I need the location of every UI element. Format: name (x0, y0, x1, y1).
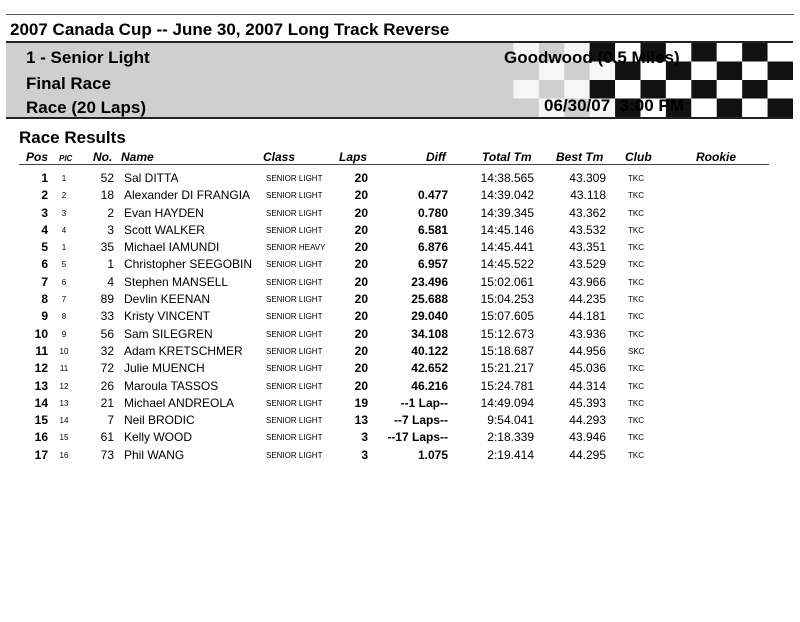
cell-diff: 25.688 (411, 292, 448, 307)
cell-best-time: 43.946 (569, 430, 606, 445)
cell-diff: 29.040 (411, 309, 448, 324)
cell-laps: 13 (354, 413, 368, 428)
race-time: 3:00 PM (619, 96, 684, 115)
table-row (0, 429, 800, 446)
cell-pic: 13 (59, 398, 69, 408)
header-rule (19, 164, 769, 165)
cell-class: SENIOR LIGHT (266, 295, 323, 305)
cell-club: TKC (628, 364, 644, 374)
cell-diff: 6.957 (417, 257, 448, 272)
cell-best-time: 44.956 (569, 343, 606, 358)
cell-class: SENIOR LIGHT (266, 329, 323, 339)
cell-pos: 7 (41, 274, 48, 289)
cell-laps: 20 (354, 240, 368, 255)
col-class: Class (263, 150, 296, 164)
cell-class: SENIOR LIGHT (266, 208, 323, 218)
cell-number: 89 (100, 292, 114, 307)
cell-total-time: 15:02.061 (480, 274, 534, 289)
table-row (0, 447, 800, 464)
cell-name: Evan HAYDEN (124, 205, 204, 220)
col-rookie: Rookie (696, 150, 737, 164)
table-row (0, 239, 800, 256)
cell-laps: 20 (354, 326, 368, 341)
event-title: 2007 Canada Cup -- June 30, 2007 Long Track Reverse (10, 20, 450, 39)
col-name: Name (121, 150, 154, 164)
cell-diff: 42.652 (411, 361, 448, 376)
race-datetime (544, 96, 684, 116)
cell-name: Neil BRODIC (124, 413, 195, 428)
cell-number: 56 (100, 326, 114, 341)
race-date: 06/30/07 (544, 96, 611, 115)
cell-number: 7 (107, 413, 114, 428)
cell-class: SENIOR LIGHT (266, 381, 323, 391)
cell-diff: --17 Laps-- (387, 430, 448, 445)
cell-best-time: 43.936 (569, 326, 606, 341)
cell-club: TKC (628, 191, 644, 201)
cell-laps: 20 (354, 378, 368, 393)
cell-pic: 7 (61, 295, 67, 305)
cell-pic: 12 (59, 381, 69, 391)
cell-pos: 14 (34, 395, 48, 410)
cell-laps: 20 (354, 309, 368, 324)
cell-pic: 10 (59, 346, 69, 356)
cell-diff: 46.216 (411, 378, 448, 393)
cell-best-time: 45.036 (569, 361, 606, 376)
cell-club: TKC (628, 260, 644, 270)
col-pic: PIC (59, 154, 73, 163)
cell-best-time: 43.118 (570, 188, 606, 203)
cell-class: SENIOR LIGHT (266, 191, 323, 201)
cell-pic: 15 (59, 433, 69, 443)
cell-laps: 20 (354, 188, 368, 203)
table-row (0, 274, 800, 291)
cell-name: Christopher SEEGOBIN (124, 257, 253, 272)
cell-pic: 3 (61, 208, 67, 218)
cell-laps: 20 (354, 205, 368, 220)
table-row (0, 412, 800, 429)
cell-name: Sam SILEGREN (124, 326, 213, 341)
cell-pos: 15 (34, 413, 48, 428)
cell-laps: 20 (354, 222, 368, 237)
cell-club: TKC (628, 225, 644, 235)
cell-pic: 1 (61, 174, 67, 183)
cell-name: Stephen MANSELL (124, 274, 229, 289)
cell-pos: 9 (41, 309, 48, 324)
cell-diff: --7 Laps-- (394, 413, 448, 428)
cell-pic: 1 (61, 243, 67, 253)
table-row (0, 308, 800, 325)
cell-pos: 12 (34, 361, 48, 376)
cell-class: SENIOR LIGHT (266, 346, 323, 356)
cell-best-time: 44.293 (569, 413, 606, 428)
cell-class: SENIOR LIGHT (266, 312, 323, 322)
cell-pos: 6 (41, 257, 48, 272)
cell-best-time: 43.351 (569, 240, 606, 255)
cell-total-time: 14:38.565 (480, 171, 534, 185)
cell-club: TKC (628, 243, 644, 253)
cell-name: Michael ANDREOLA (124, 395, 235, 410)
cell-best-time: 45.393 (569, 395, 606, 410)
cell-class: SENIOR LIGHT (266, 225, 323, 235)
cell-pic: 4 (61, 225, 67, 235)
table-row (0, 343, 800, 360)
cell-pos: 11 (35, 343, 48, 358)
cell-club: TKC (628, 450, 644, 460)
cell-pos: 8 (41, 292, 48, 307)
cell-number: 3 (107, 222, 114, 237)
cell-name: Phil WANG (124, 447, 185, 462)
cell-number: 4 (107, 274, 114, 289)
cell-number: 18 (100, 188, 114, 203)
cell-name: Alexander DI FRANGIA (124, 188, 251, 203)
cell-name: Scott WALKER (124, 222, 205, 237)
cell-pos: 1 (41, 171, 48, 185)
cell-number: 1 (107, 257, 114, 272)
cell-name: Adam KRETSCHMER (124, 343, 243, 358)
cell-diff: 23.496 (411, 274, 448, 289)
cell-name: Julie MUENCH (124, 361, 205, 376)
cell-club: TKC (628, 398, 644, 408)
col-pos: Pos (26, 150, 49, 164)
cell-laps: 3 (361, 447, 368, 462)
cell-name: Maroula TASSOS (124, 378, 219, 393)
cell-total-time: 15:21.217 (480, 361, 534, 376)
table-row (0, 326, 800, 343)
cell-pic: 8 (61, 312, 67, 322)
cell-club: TKC (628, 381, 644, 391)
cell-name: Sal DITTA (124, 171, 179, 185)
race-label: Race (20 Laps) (26, 98, 146, 117)
cell-diff: 34.108 (411, 326, 448, 341)
cell-club: TKC (628, 416, 644, 426)
cell-best-time: 44.235 (569, 292, 606, 307)
cell-total-time: 9:54.041 (487, 413, 534, 428)
cell-laps: 20 (354, 343, 368, 358)
cell-club: TKC (628, 295, 644, 305)
cell-best-time: 44.181 (569, 309, 606, 324)
cell-class: SENIOR LIGHT (266, 174, 323, 183)
table-row (0, 395, 800, 412)
col-laps: Laps (339, 150, 368, 164)
cell-club: TKC (628, 208, 644, 218)
cell-class: SENIOR LIGHT (266, 364, 323, 374)
cell-class: SENIOR HEAVY (266, 243, 326, 253)
cell-best-time: 43.966 (569, 274, 606, 289)
cell-number: 32 (100, 343, 114, 358)
cell-number: 26 (100, 378, 114, 393)
cell-diff: 0.780 (417, 205, 448, 220)
cell-pic: 16 (59, 450, 69, 460)
table-row (0, 378, 800, 395)
col-club: Club (625, 150, 652, 164)
cell-pos: 2 (41, 188, 48, 203)
cell-best-time: 43.309 (569, 171, 606, 185)
table-row (0, 187, 800, 204)
cell-pos: 3 (41, 205, 48, 220)
cell-number: 33 (100, 309, 114, 324)
cell-diff: 0.477 (417, 188, 448, 203)
cell-best-time: 43.362 (569, 205, 606, 220)
class-label: 1 - Senior Light (26, 48, 150, 67)
cell-class: SENIOR LIGHT (266, 277, 323, 287)
table-row (0, 222, 800, 239)
cell-class: SENIOR LIGHT (266, 260, 323, 270)
cell-name: Devlin KEENAN (124, 292, 211, 307)
cell-number: 2 (107, 205, 114, 220)
cell-pos: 16 (34, 430, 48, 445)
cell-laps: 19 (354, 395, 368, 410)
cell-pic: 11 (59, 364, 69, 374)
table-row (0, 360, 800, 377)
cell-total-time: 14:49.094 (480, 395, 534, 410)
col-total-time: Total Tm (482, 150, 532, 164)
race-banner (6, 41, 793, 119)
cell-total-time: 15:24.781 (480, 378, 534, 393)
cell-total-time: 14:39.042 (480, 188, 534, 203)
cell-diff: 1.075 (417, 447, 448, 462)
cell-laps: 20 (354, 171, 368, 185)
cell-laps: 20 (354, 274, 368, 289)
col-no: No. (93, 150, 113, 164)
cell-pos: 5 (41, 240, 48, 255)
cell-pic: 6 (61, 277, 67, 287)
cell-pos: 13 (34, 378, 48, 393)
cell-laps: 20 (354, 292, 368, 307)
cell-class: SENIOR LIGHT (266, 398, 323, 408)
cell-total-time: 15:07.605 (480, 309, 534, 324)
cell-name: Kristy VINCENT (124, 309, 211, 324)
cell-diff: 6.876 (417, 240, 448, 255)
cell-number: 52 (100, 171, 114, 185)
cell-number: 72 (100, 361, 114, 376)
venue-label: Goodwood (0.5 Miles) (504, 48, 680, 67)
cell-laps: 20 (354, 361, 368, 376)
cell-diff: 6.581 (417, 222, 448, 237)
cell-laps: 3 (361, 430, 368, 445)
table-row (0, 205, 800, 222)
col-best-time: Best Tm (556, 150, 604, 164)
table-row (0, 291, 800, 308)
cell-total-time: 15:04.253 (480, 292, 534, 307)
cell-pos: 17 (34, 447, 48, 462)
section-title: Race Results (19, 128, 126, 147)
cell-total-time: 14:45.146 (480, 222, 534, 237)
cell-diff: 40.122 (411, 343, 448, 358)
cell-club: TKC (628, 174, 644, 183)
cell-pic: 9 (61, 329, 67, 339)
cell-pic: 5 (61, 260, 67, 270)
session-label: Final Race (26, 74, 112, 93)
results-table (0, 170, 800, 464)
cell-laps: 20 (354, 257, 368, 272)
cell-total-time: 15:12.673 (480, 326, 534, 341)
cell-pos: 10 (34, 326, 48, 341)
table-row (0, 256, 800, 273)
top-rule (6, 14, 794, 15)
cell-total-time: 15:18.687 (480, 343, 534, 358)
cell-club: TKC (628, 433, 644, 443)
cell-total-time: 14:45.522 (480, 257, 534, 272)
cell-pic: 14 (59, 416, 69, 426)
cell-club: TKC (628, 329, 644, 339)
cell-total-time: 14:45.441 (480, 240, 534, 255)
col-diff: Diff (426, 150, 446, 164)
cell-class: SENIOR LIGHT (266, 433, 323, 443)
cell-name: Michael IAMUNDI (124, 240, 220, 255)
cell-pic: 2 (61, 191, 67, 201)
cell-number: 73 (100, 447, 114, 462)
cell-pos: 4 (41, 222, 48, 237)
cell-number: 21 (100, 395, 114, 410)
cell-number: 35 (100, 240, 114, 255)
cell-best-time: 43.529 (569, 257, 606, 272)
cell-class: SENIOR LIGHT (266, 416, 323, 426)
cell-club: SKC (628, 346, 645, 356)
cell-best-time: 43.532 (569, 222, 606, 237)
cell-best-time: 44.295 (569, 447, 606, 462)
cell-best-time: 44.314 (569, 378, 606, 393)
cell-total-time: 2:18.339 (487, 430, 534, 445)
cell-total-time: 2:19.414 (487, 447, 534, 462)
cell-total-time: 14:39.345 (480, 205, 534, 220)
cell-number: 61 (100, 430, 114, 445)
cell-club: TKC (628, 312, 644, 322)
cell-diff: --1 Lap-- (400, 395, 448, 410)
table-row (0, 170, 800, 187)
cell-club: TKC (628, 277, 644, 287)
cell-class: SENIOR LIGHT (266, 450, 323, 460)
cell-name: Kelly WOOD (124, 430, 193, 445)
